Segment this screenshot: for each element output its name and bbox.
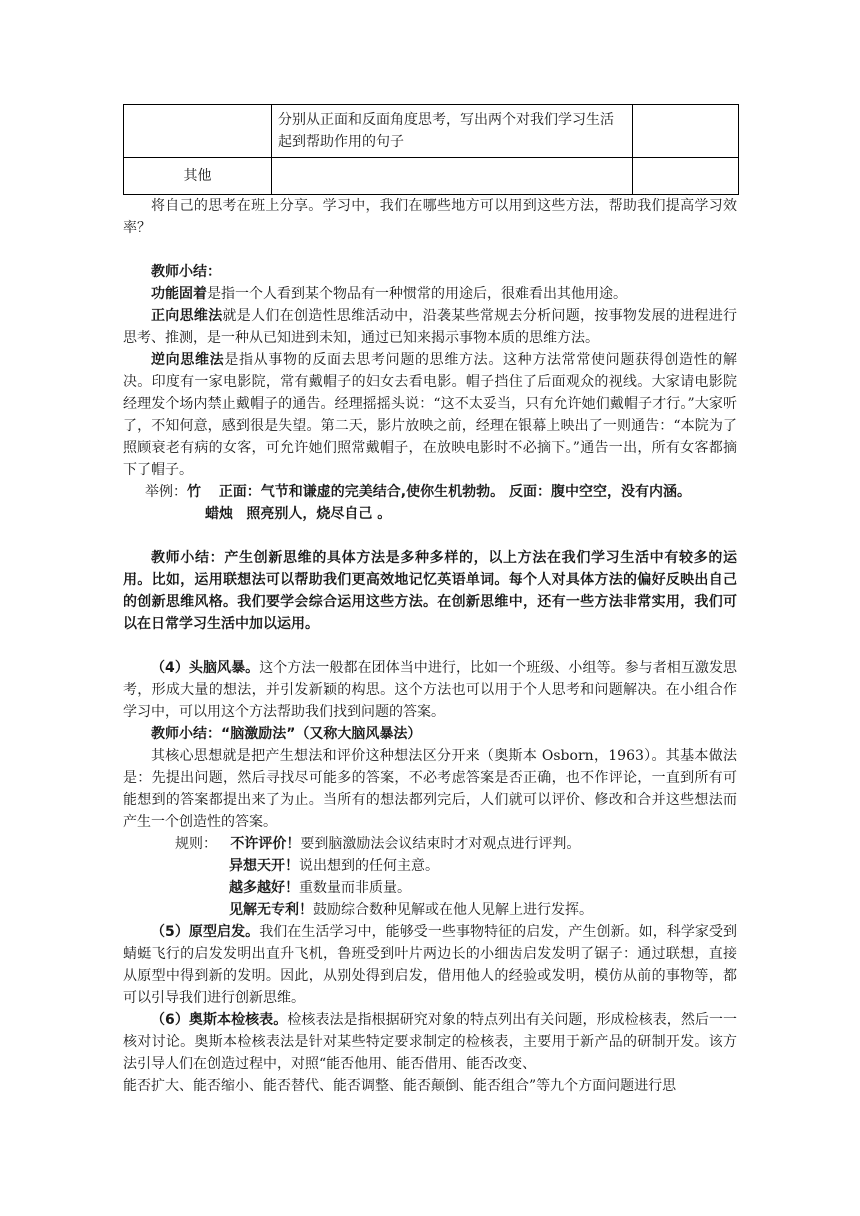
rule-item: 规则： 不许评价！要到脑激励法会议结束时才对观点进行评判。	[175, 836, 581, 852]
brainstorm-core-paragraph: 其核心思想就是把产生想法和评价这种想法区分开来（奥斯本 Osborn，1963）。其基本做法是：先提出问题，然后寻找尽可能多的答案，不必考虑答案是否正确，也不作评论，一直到所有可能想到的答案都提出来了为止。当所有的想法都列完后，人们就可以评价、修改和合并这些想法而产生一个创造性的答案。	[123, 748, 737, 830]
summary-heading: 教师小结：“脑激励法”（又称大脑风暴法）	[151, 726, 422, 742]
table-cell: 其他	[124, 158, 272, 195]
example-line: 蜡烛 照亮别人，烧尽自己 。	[205, 506, 392, 522]
table-row	[124, 105, 739, 158]
table-cell	[633, 158, 739, 195]
rule-item: 见解无专利！鼓励综合数种见解或在他人见解上进行发挥。	[229, 902, 593, 918]
brainstorm-paragraph: （4）头脑风暴。这个方法一般都在团体当中进行，比如一个班级、小组等。参与者相互激发思考，形成大量的想法，并引发新颖的构思。这个方法也可以用于个人思考和问题解决。在小组合作学习中，可以用这个方法帮助我们找到问题的答案。	[123, 660, 737, 720]
document-body	[123, 0, 737, 1097]
checklist-paragraph: （6）奥斯本检核表。检核表法是指根据研究对象的特点列出有关问题，形成检核表，然后一一核对讨论。奥斯本检核表法是针对某些特定要求制定的检核表，主要用于新产品的研制开发。该方法引导人们在创造过程中，对照“能否他用、能否借用、能否改变、	[123, 1012, 737, 1072]
example-line: 举例：竹 正面：气节和谦虚的完美结合,使你生机勃勃。 反面：腹中空空，没有内涵。	[145, 484, 692, 500]
summary-heading: 教师小结：	[151, 264, 221, 280]
table-row	[124, 158, 739, 195]
prototype-paragraph: （5）原型启发。我们在生活学习中，能够受一些事物特征的启发，产生创新。如，科学家受到蜻蜓飞行的启发发明出直升飞机，鲁班受到叶片两边长的小细齿启发发明了锯子：通过联想，直接从原型中得到新的发明。因此，从别处得到启发，借用他人的经验或发明，模仿从前的事物等，都可以引导我们进行创新思维。	[123, 924, 737, 1006]
summary-paragraph: 教师小结：产生创新思维的具体方法是多种多样的，以上方法在我们学习生活中有较多的运用。比如，运用联想法可以帮助我们更高效地记忆英语单词。每个人对具体方法的偏好反映出自己的创新思维风格。我们要学会综合运用这些方法。在创新思维中，还有一些方法非常实用，我们可以在日常学习生活中加以运用。	[123, 550, 737, 632]
rule-item: 越多越好！重数量而非质量。	[229, 880, 411, 896]
forward-thinking-paragraph: 正向思维法就是人们在创造性思维活动中，沿袭某些常规去分析问题，按事物发展的进程进行思考、推测，是一种从已知进到未知，通过已知来揭示事物本质的思维方法。	[123, 308, 737, 346]
table-cell	[633, 105, 739, 158]
table-cell	[124, 105, 272, 158]
checklist-continuation: 能否扩大、能否缩小、能否替代、能否调整、能否颠倒、能否组合”等九个方面问题进行思	[123, 1078, 677, 1094]
reverse-thinking-paragraph: 逆向思维法是指从事物的反面去思考问题的思维方法。这种方法常常使问题获得创造性的解决。印度有一家电影院，常有戴帽子的妇女去看电影。帽子挡住了后面观众的视线。大家请电影院经理发个场内禁止戴帽子的通告。经理摇摇头说：“这不太妥当，只有允许她们戴帽子才行。”大家听了，不知何意，感到很是失望。第二天，影片放映之前，经理在银幕上映出了一则通告：“本院为了照顾衰老有病的女客，可允许她们照常戴帽子，在放映电影时不必摘下。”通告一出，所有女客都摘下了帽子。	[123, 352, 738, 478]
methods-table	[123, 104, 739, 195]
rule-item: 异想天开！说出想到的任何主意。	[229, 858, 439, 874]
intro-paragraph: 将自己的思考在班上分享。学习中，我们在哪些地方可以用到这些方法，帮助我们提高学习效率？	[123, 198, 737, 236]
table-cell: 分别从正面和反面角度思考，写出两个对我们学习生活起到帮助作用的句子	[272, 105, 633, 158]
functional-fixedness-paragraph: 功能固着是指一个人看到某个物品有一种惯常的用途后，很难看出其他用途。	[151, 286, 627, 302]
table-cell	[272, 158, 633, 195]
